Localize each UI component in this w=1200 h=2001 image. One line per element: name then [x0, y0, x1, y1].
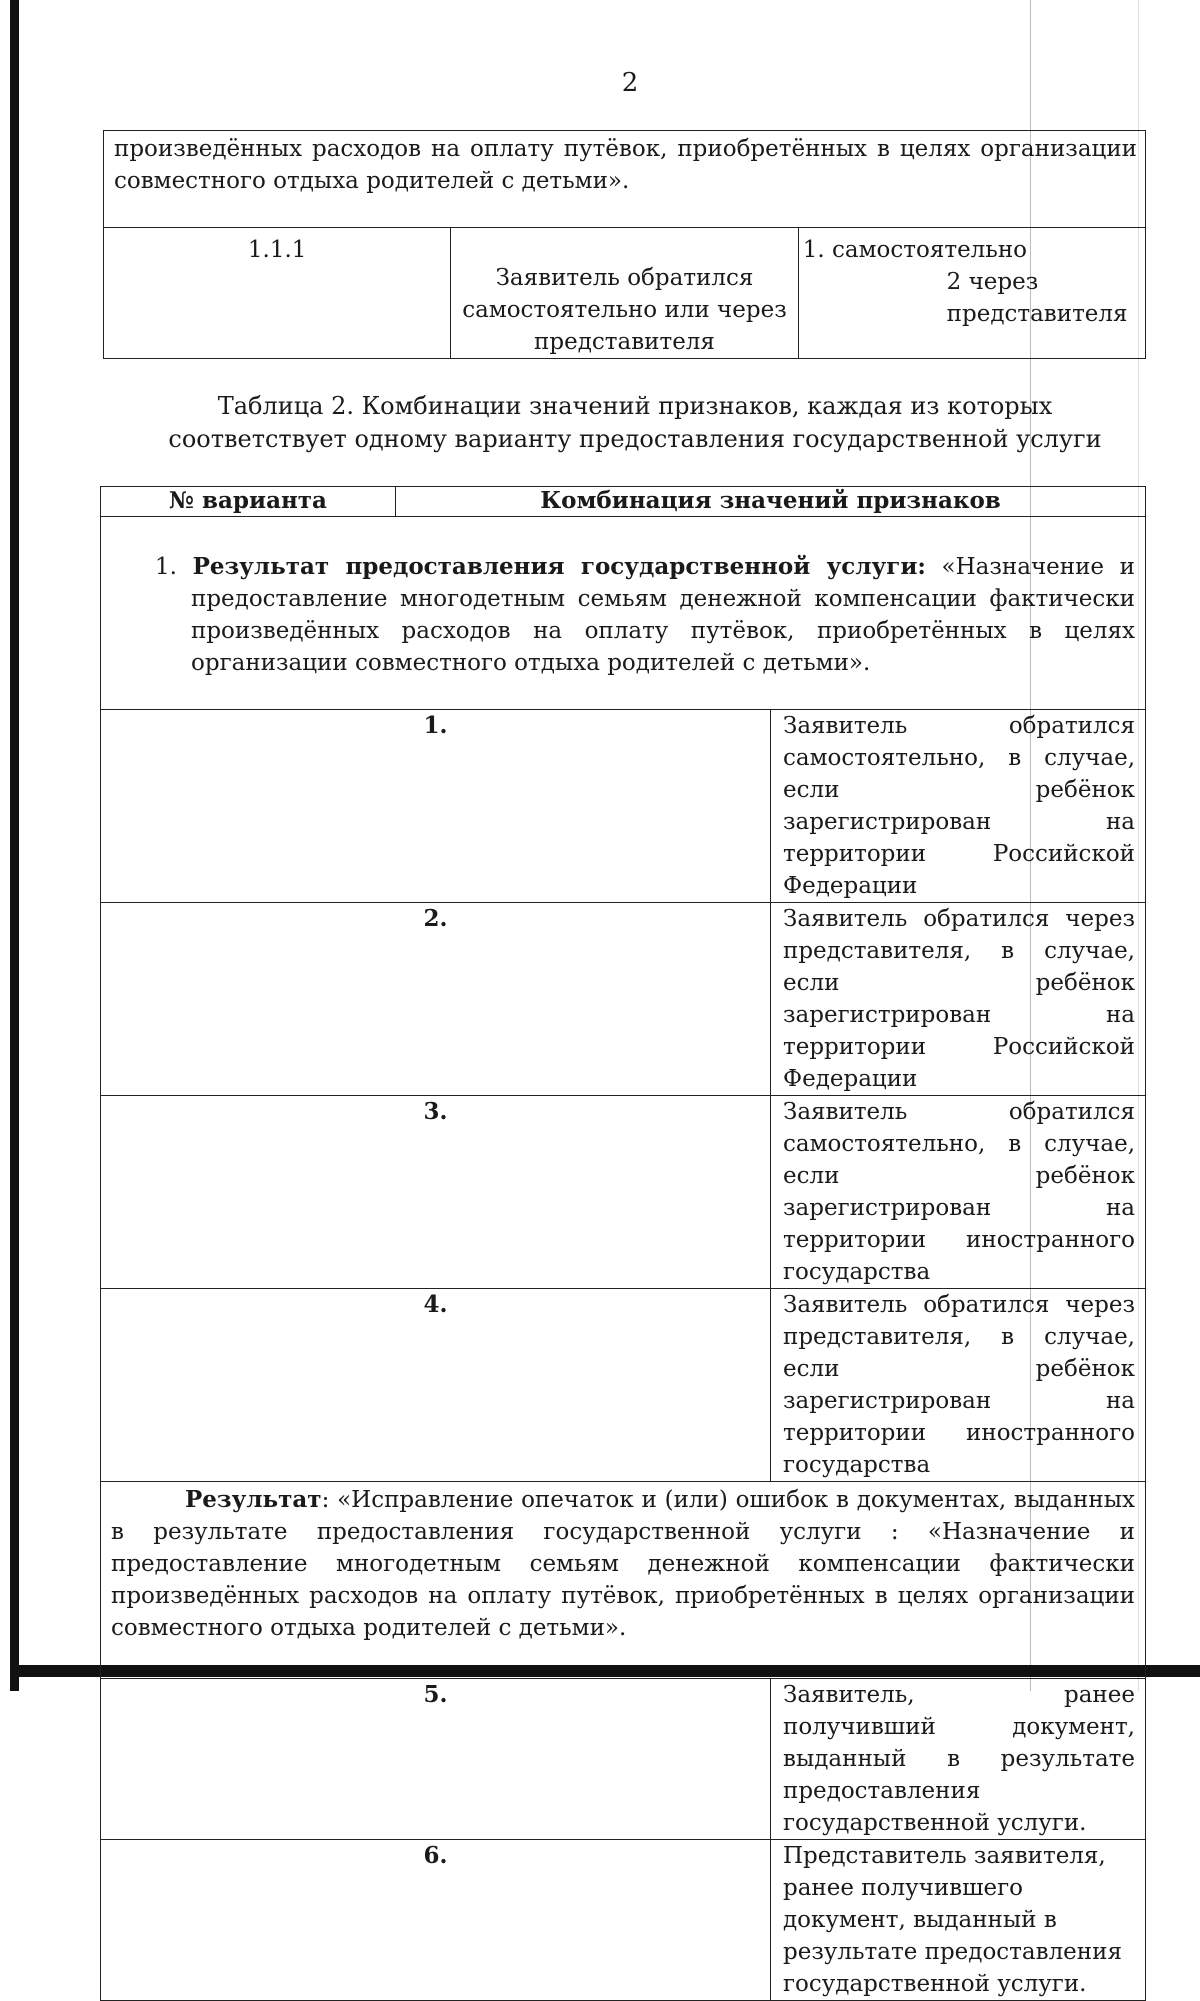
variant-text: Представитель заявителя, ранее получившего документ, выданный в результате предоставления государственной услуги. [771, 1840, 1146, 2001]
variant-number: 2. [101, 903, 771, 1096]
variant-text: Заявитель обратился самостоятельно, в случае, если ребёнок зарегистрирован на территории иностранного государства [771, 1096, 1146, 1289]
variant-number: 5. [101, 1679, 771, 1840]
table-row [101, 1289, 1146, 1482]
variant-text: Заявитель обратился самостоятельно, в случае, если ребёнок зарегистрирован на территории Российской Федерации [771, 710, 1146, 903]
result-text: «Назначение и предоставление многодетным семьям денежной компенсации фактически произведённых расходов на оплату путёвок, приобретённых в целях организации совместного отдыха родителей с детьми». [191, 554, 1135, 676]
criterion-number: 1.1.1 [104, 228, 451, 359]
result-block-row [101, 517, 1146, 710]
criterion-value: 1. самостоятельно [802, 237, 1027, 263]
result-label: Результат [185, 1486, 322, 1513]
result-block [101, 1482, 1146, 1679]
header-combination: Комбинация значений признаков [396, 487, 1146, 517]
table-row [101, 1096, 1146, 1289]
criteria-table-intro: произведённых расходов на оплату путёвок, приобретённых в целях организации совместного отдыха родителей с детьми». [104, 131, 1146, 228]
scan-border-left [10, 0, 19, 1691]
table-row [101, 710, 1146, 903]
result-block [101, 517, 1146, 710]
variant-number: 1. [101, 710, 771, 903]
table-caption: Таблица 2. Комбинации значений признаков, каждая из которых соответствует одному варианту предоставления государственной услуги [168, 392, 1102, 453]
combinations-table [100, 486, 1146, 2001]
criterion-values [798, 228, 1145, 359]
result-text: : «Исправление опечаток и (или) ошибок в документах, выданных в результате предоставления государственной услуги : «Назначение и предоставление многодетным семьям денежной компенсации фактически произведённых расходов на оплату путёвок, приобретённых в целях организации совместного отдыха родителей с детьми». [111, 1487, 1135, 1641]
criterion-name: Заявитель обратился самостоятельно или через представителя [451, 228, 798, 359]
table-header-row [101, 487, 1146, 517]
variant-number: 3. [101, 1096, 771, 1289]
table-row [104, 228, 1146, 359]
result-label: Результат предоставления государственной услуги: [192, 553, 926, 580]
variant-number: 6. [101, 1840, 771, 2001]
result-block-row [101, 1482, 1146, 1679]
criterion-value: 2 через представителя [946, 269, 1128, 327]
table-row [101, 903, 1146, 1096]
variant-text: Заявитель, ранее получивший документ, выданный в результате предоставления государственной услуги. [771, 1679, 1146, 1840]
variant-text: Заявитель обратился через представителя, в случае, если ребёнок зарегистрирован на территории Российской Федерации [771, 903, 1146, 1096]
variant-number: 4. [101, 1289, 771, 1482]
criteria-table [103, 130, 1146, 359]
table-row [101, 1679, 1146, 1840]
table-row [101, 1840, 1146, 2001]
result-number: 1. [155, 554, 177, 580]
header-variant: № варианта [101, 487, 396, 517]
variant-text: Заявитель обратился через представителя, в случае, если ребёнок зарегистрирован на территории иностранного государства [771, 1289, 1146, 1482]
page-number: 2 [621, 68, 639, 98]
